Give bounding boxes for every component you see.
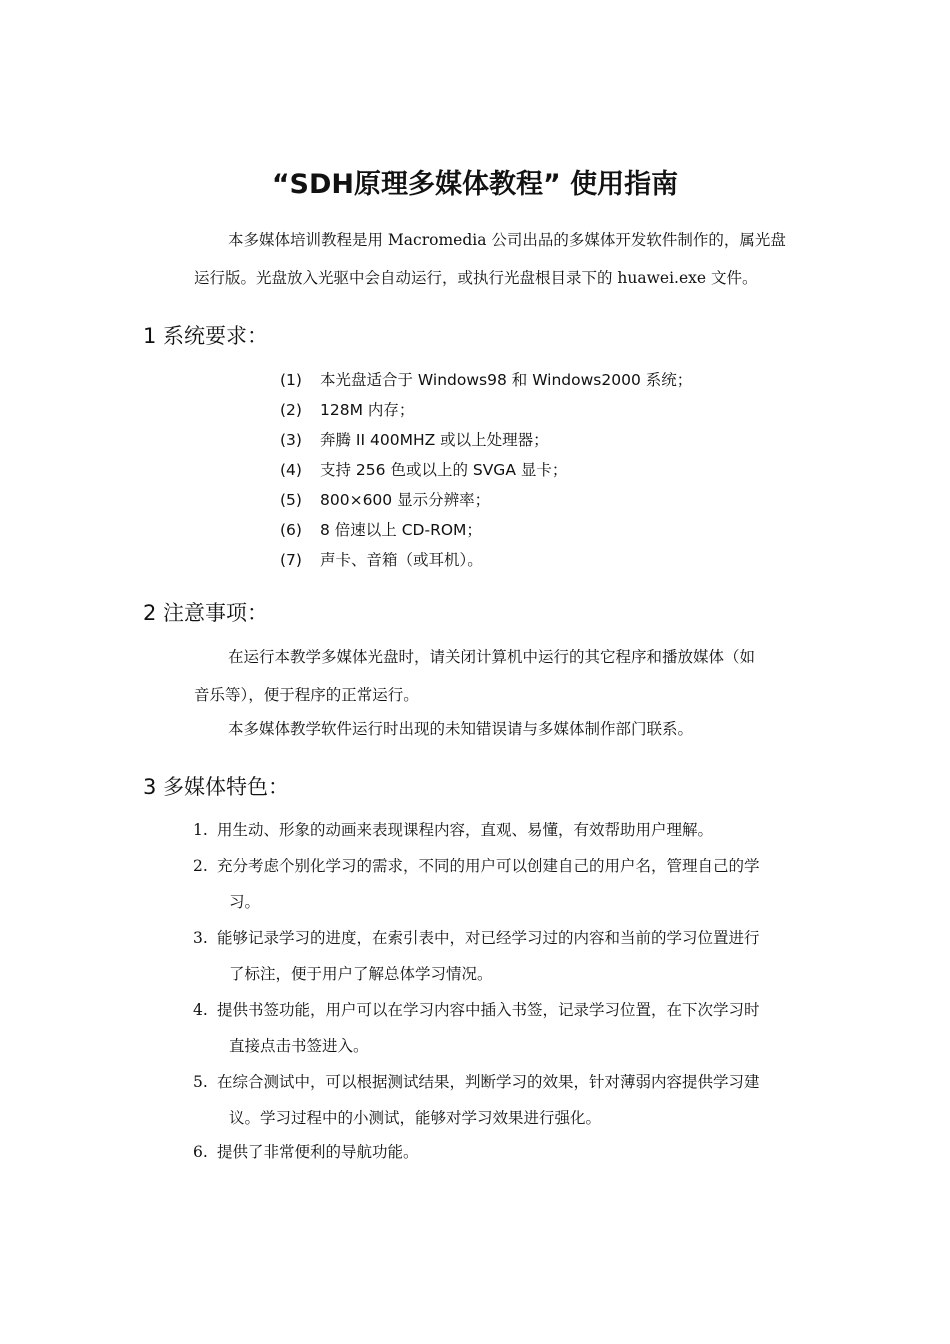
feature-number: 2. bbox=[193, 857, 208, 875]
intro-line-1: 本多媒体培训教程是用 Macromedia 公司出品的多媒体开发软件制作的，属光盘 bbox=[228, 231, 786, 249]
intro-line-2: 运行版。光盘放入光驱中会自动运行，或执行光盘根目录下的 huawei.exe 文件。 bbox=[194, 269, 758, 287]
feature-number: 4. bbox=[193, 1001, 208, 1019]
feature-text: 提供了非常便利的导航功能。 bbox=[217, 1143, 419, 1161]
feature-number: 1. bbox=[193, 821, 208, 839]
feature-item bbox=[193, 920, 808, 992]
requirement-text: 声卡、音箱（或耳机）。 bbox=[320, 551, 483, 569]
feature-text: 充分考虑个别化学习的需求，不同的用户可以创建自己的用户名，管理自己的学 bbox=[217, 857, 760, 875]
requirement-text: 128M 内存； bbox=[320, 401, 415, 419]
section-heading-features: 3 多媒体特色： bbox=[143, 775, 290, 799]
feature-text: 能够记录学习的进度，在索引表中，对已经学习过的内容和当前的学习位置进行 bbox=[217, 929, 760, 947]
requirement-text: 本光盘适合于 Windows98 和 Windows2000 系统； bbox=[320, 371, 693, 389]
requirement-text: 支持 256 色或以上的 SVGA 显卡； bbox=[320, 461, 568, 479]
feature-number: 6. bbox=[193, 1143, 208, 1161]
feature-number: 3. bbox=[193, 929, 208, 947]
requirement-item bbox=[280, 545, 483, 575]
feature-text-continued: 议。学习过程中的小测试，能够对学习效果进行强化。 bbox=[229, 1109, 602, 1127]
requirement-number: (5) bbox=[280, 491, 302, 509]
feature-text-continued: 了标注，便于用户了解总体学习情况。 bbox=[229, 965, 493, 983]
requirement-item bbox=[280, 515, 482, 545]
requirement-item bbox=[280, 365, 692, 395]
requirement-item bbox=[280, 485, 490, 515]
requirement-item bbox=[280, 425, 549, 455]
requirement-text: 800×600 显示分辨率； bbox=[320, 491, 491, 509]
requirement-number: (3) bbox=[280, 431, 302, 449]
feature-text: 用生动、形象的动画来表现课程内容，直观、易懂，有效帮助用户理解。 bbox=[217, 821, 714, 839]
feature-item bbox=[193, 1064, 808, 1136]
feature-item bbox=[193, 848, 808, 920]
feature-item bbox=[193, 992, 808, 1064]
requirement-number: (7) bbox=[280, 551, 302, 569]
requirement-text: 奔腾 II 400MHZ 或以上处理器； bbox=[320, 431, 549, 449]
requirement-item bbox=[280, 395, 414, 425]
requirement-text: 8 倍速以上 CD-ROM； bbox=[320, 521, 482, 539]
feature-text: 在综合测试中，可以根据测试结果，判断学习的效果，针对薄弱内容提供学习建 bbox=[217, 1073, 760, 1091]
feature-item bbox=[193, 812, 808, 848]
requirement-number: (6) bbox=[280, 521, 302, 539]
feature-text: 提供书签功能，用户可以在学习内容中插入书签，记录学习位置，在下次学习时 bbox=[217, 1001, 760, 1019]
requirement-item bbox=[280, 455, 567, 485]
requirement-number: (2) bbox=[280, 401, 302, 419]
notes-line-2: 音乐等），便于程序的正常运行。 bbox=[194, 686, 419, 704]
feature-item bbox=[193, 1134, 808, 1170]
section-heading-notes: 2 注意事项： bbox=[143, 601, 269, 625]
page-title: “SDH原理多媒体教程” 使用指南 bbox=[271, 169, 679, 200]
feature-text-continued: 直接点击书签进入。 bbox=[229, 1037, 369, 1055]
requirement-number: (4) bbox=[280, 461, 302, 479]
notes-line-3: 本多媒体教学软件运行时出现的未知错误请与多媒体制作部门联系。 bbox=[228, 720, 694, 738]
requirement-number: (1) bbox=[280, 371, 302, 389]
feature-text-continued: 习。 bbox=[229, 893, 261, 911]
notes-line-1: 在运行本教学多媒体光盘时，请关闭计算机中运行的其它程序和播放媒体（如 bbox=[228, 648, 756, 666]
section-heading-requirements: 1 系统要求： bbox=[143, 324, 269, 348]
feature-number: 5. bbox=[193, 1073, 208, 1091]
